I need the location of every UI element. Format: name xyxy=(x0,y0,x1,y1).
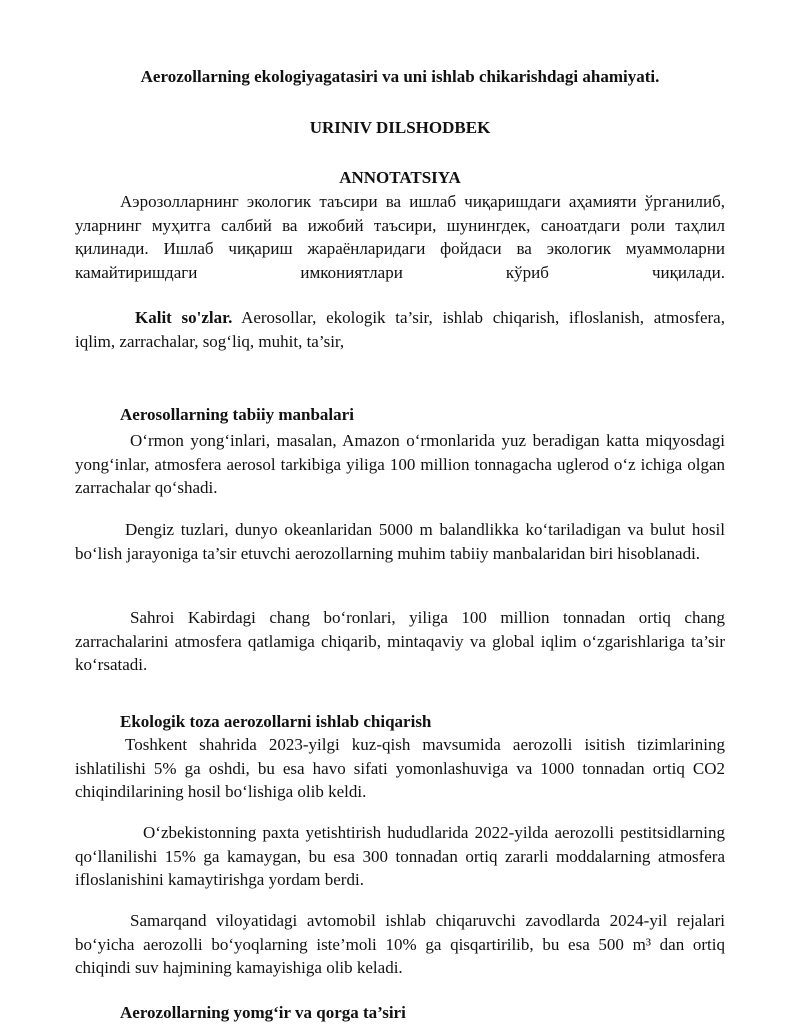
section-heading-natural-sources: Aerosollarning tabiiy manbalari xyxy=(120,405,354,424)
section-heading-eco-production: Ekologik toza aerozollarni ishlab chiqarish xyxy=(120,712,432,731)
keywords-text: Aerosollar, ekologik ta’sir, ishlab chiqarish, ifloslanish, atmosfera, iqlim, zarrachalar, sog‘liq, muhit, ta’sir, xyxy=(75,308,725,351)
paragraph: Toshkent shahrida 2023-yilgi kuz-qish mavsumida aerozolli isitish tizimlarining ishlatilishi 5% ga oshdi, bu esa havo sifati yomonlashuviga va 1000 tonnadan ortiq CO2 chiqindilarining hosil bo‘lishiga olib keldi. xyxy=(75,735,725,801)
annotation-heading: ANNOTATSIYA xyxy=(339,168,461,187)
paragraph: Samarqand viloyatidagi avtomobil ishlab chiqaruvchi zavodlarda 2024-yil rejalari bo‘yicha aerozolli bo‘yoqlarning iste’moli 10% ga qisqartirilib, bu esa 500 m³ dan ortiq chiqindi suv hajmining kamayishiga olib keladi. xyxy=(75,911,725,977)
author-name: URINIV DILSHODBEK xyxy=(309,118,491,137)
paragraph: Dengiz tuzlari, dunyo okeanlaridan 5000 m balandlikka ko‘tariladigan va bulut hosil bo‘lish jarayoniga ta’sir etuvchi aerozollarning muhim tabiiy manbalaridan biri hisoblanadi. xyxy=(75,520,725,563)
document-title: Aerozollarning ekologiyagatasiri va uni ishlab chikarishdagi ahamiyati. xyxy=(140,67,660,86)
annotation-paragraph: Аэрозолларнинг экологик таъсири ва ишлаб чиқаришдаги аҳамияти ўрганилиб, уларнинг муҳитга салбий ва ижобий таъсири, шунингдек, саноатдаги роли таҳлил қилинади. Ишлаб чиқариш жараёнларидаги фойдаси ва экологик муаммоларни камайтиришдаги имкониятлари кўриб чиқилади. xyxy=(75,192,725,282)
paragraph: O‘zbekistonning paxta yetishtirish hududlarida 2022-yilda aerozolli pestitsidlarning qo‘llanilishi 15% ga kamaygan, bu esa 300 tonnadan ortiq zararli moddalarning atmosfera ifloslanishini kamaytirishga yordam berdi. xyxy=(75,823,725,889)
paragraph: O‘rmon yong‘inlari, masalan, Amazon o‘rmonlarida yuz beradigan katta miqyosdagi yong‘inlar, atmosfera aerosol tarkibiga yiliga 100 million tonnagacha uglerod o‘z ichiga olgan zarrachalar qo‘shadi. xyxy=(75,431,725,497)
keywords-label: Kalit so'zlar. xyxy=(135,308,233,327)
section-heading-rain-snow: Aerozollarning yomg‘ir va qorga ta’siri xyxy=(120,1003,406,1022)
paragraph: Sahroi Kabirdagi chang bo‘ronlari, yiliga 100 million tonnadan ortiq chang zarrachalarini atmosfera qatlamiga chiqarib, mintaqaviy va global iqlim o‘zgarishlariga ta’sir ko‘rsatadi. xyxy=(75,608,725,674)
keywords-paragraph xyxy=(75,306,725,353)
